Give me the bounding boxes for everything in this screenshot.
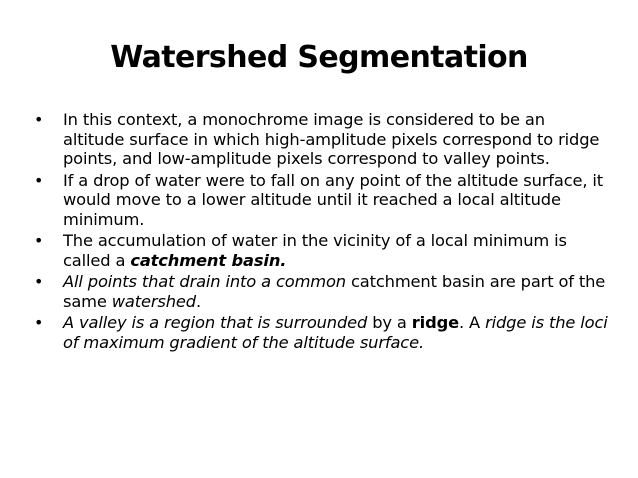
bullet-italic-text: watershed — [111, 291, 196, 311]
bullet-text: In this context, a monochrome image is considered to be an altitude surface in which high-amplitude pixels correspond to ridge points, and low-amplitude pixels correspond to valley points. — [63, 110, 600, 168]
slide-title: Watershed Segmentation — [110, 40, 528, 75]
bullet-emphasis-text: catchment basin. — [130, 250, 287, 270]
bullet-dot-icon: • — [34, 272, 44, 291]
bullet-bold-text: ridge — [411, 313, 459, 332]
bullet-item — [34, 272, 609, 311]
bullet-dot-icon: • — [34, 170, 44, 190]
bullet-text: . A — [459, 313, 486, 332]
bullet-list — [34, 110, 609, 352]
bullet-italic-text: ridge is the loci of maximum gradient of the altitude surface. — [63, 313, 608, 352]
bullet-dot-icon: • — [34, 313, 44, 332]
bullet-italic-text: All points that drain into a common — [63, 272, 346, 291]
bullet-text: catchment basin are part of the same — [63, 272, 606, 311]
bullet-dot-icon: • — [34, 231, 44, 250]
bullet-item — [34, 171, 609, 230]
bullet-text: by a — [367, 313, 412, 332]
bullet-text: The accumulation of water in the vicinity of a local minimum is called a — [63, 231, 567, 270]
bullet-dot-icon: • — [34, 110, 44, 129]
bullet-item — [34, 313, 609, 352]
bullet-item — [34, 110, 609, 169]
bullet-text: . — [195, 291, 201, 311]
bullet-text: If a drop of water were to fall on any point of the altitude surface, it would move to a lower altitude until it reached a local altitude minimum. — [63, 170, 604, 229]
bullet-item — [34, 231, 609, 270]
bullet-italic-text: A valley is a region that is surrounded — [63, 313, 368, 332]
